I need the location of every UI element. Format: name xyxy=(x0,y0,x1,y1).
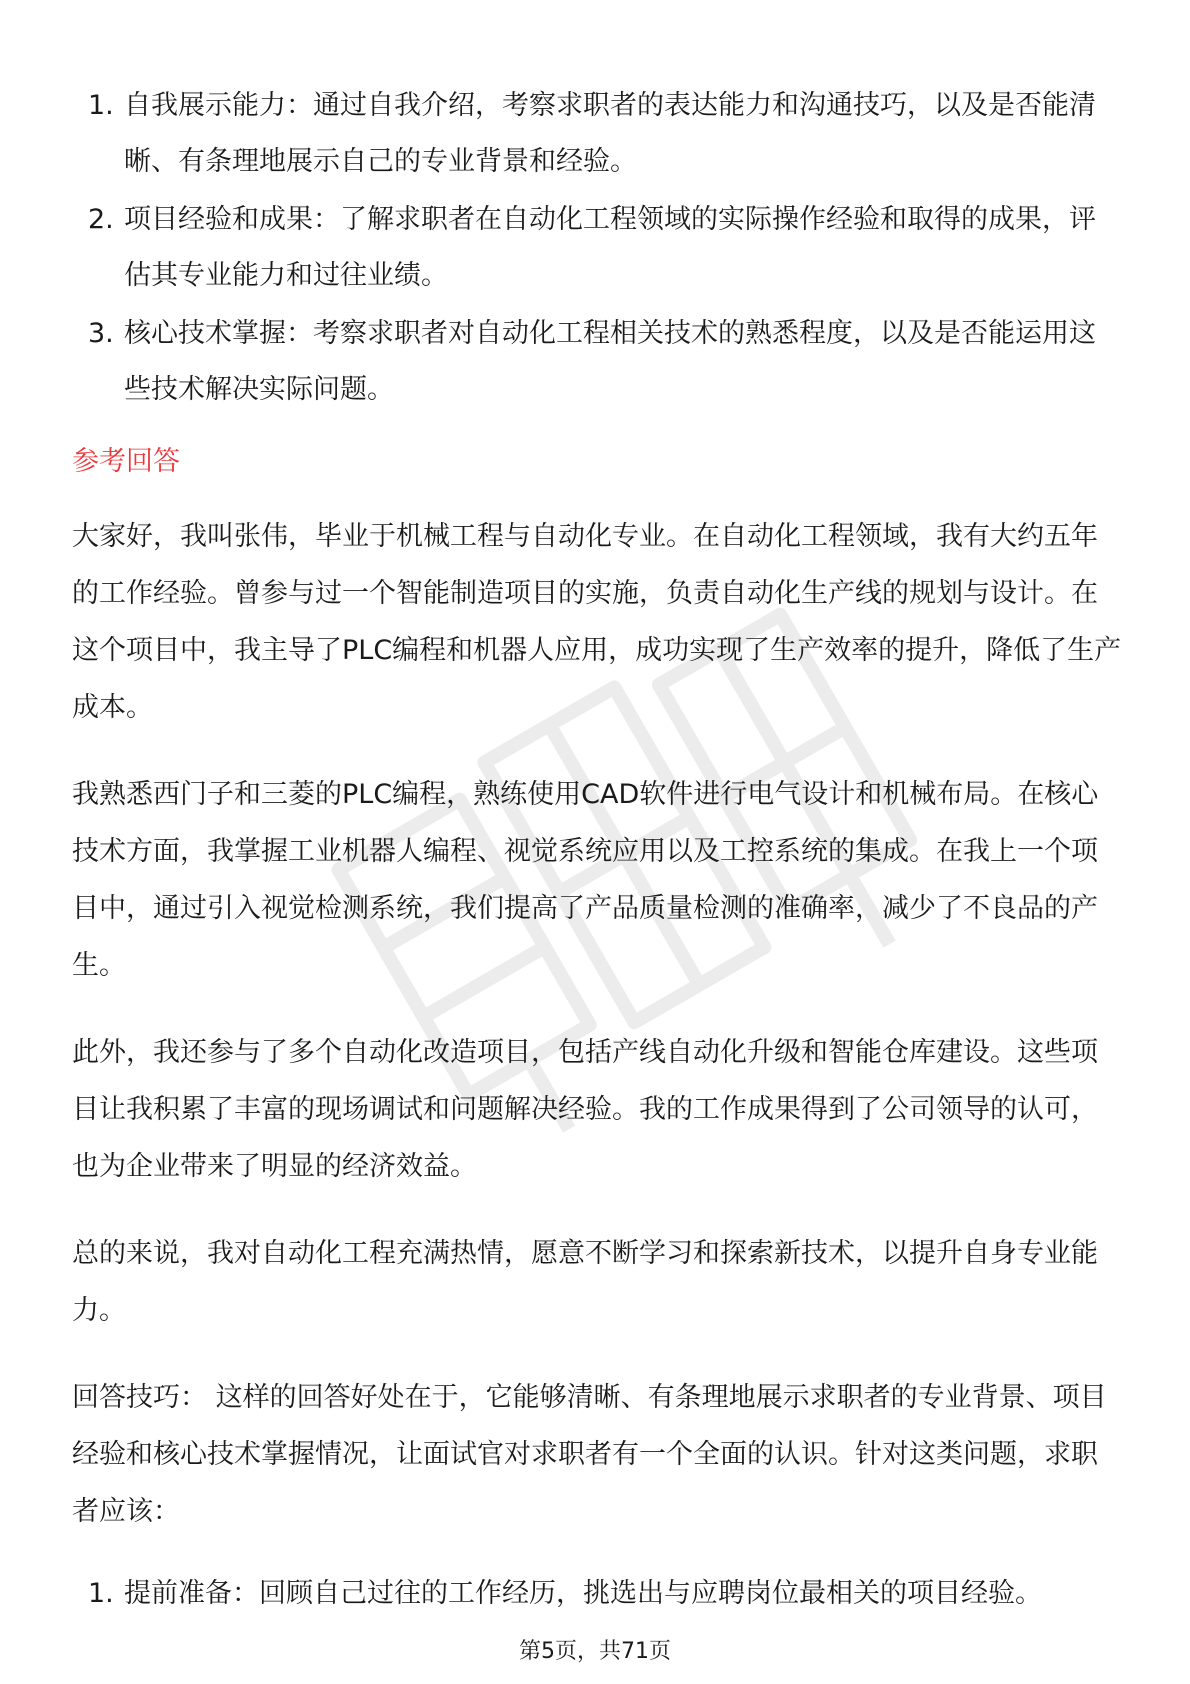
page-content xyxy=(72,78,1122,1624)
answer-paragraph: 大家好，我叫张伟，毕业于机械工程与自动化专业。在自动化工程领域，我有大约五年的工作经验。曾参与过一个智能制造项目的实施，负责自动化生产线的规划与设计。在这个项目中，我主导了PLC编程和机器人应用，成功实现了生产效率的提升，降低了生产成本。 xyxy=(72,521,1122,723)
tips-paragraph: 回答技巧： 这样的回答好处在于，它能够清晰、有条理地展示求职者的专业背景、项目经验和核心技术掌握情况，让面试官对求职者有一个全面的认识。针对这类问题，求职者应该： xyxy=(72,1382,1107,1527)
list-item xyxy=(72,1566,1122,1622)
list-item xyxy=(72,192,1122,304)
tips-list xyxy=(72,1566,1122,1622)
answer-paragraph: 我熟悉西门子和三菱的PLC编程，熟练使用CAD软件进行电气设计和机械布局。在核心技术方面，我掌握工业机器人编程、视觉系统应用以及工控系统的集成。在我上一个项目中，通过引入视觉检测系统，我们提高了产品质量检测的准确率，减少了不良品的产生。 xyxy=(72,779,1099,981)
list-item xyxy=(72,78,1122,190)
list-number: 1. xyxy=(88,90,114,121)
list-number: 3. xyxy=(88,318,114,349)
list-number: 1. xyxy=(88,1578,114,1609)
answer-paragraph: 总的来说，我对自动化工程充满热情，愿意不断学习和探索新技术，以提升自身专业能力。 xyxy=(72,1238,1098,1326)
list-item-text: 提前准备：回顾自己过往的工作经历，挑选出与应聘岗位最相关的项目经验。 xyxy=(124,1578,1042,1609)
section-heading: 参考回答 xyxy=(72,446,180,477)
list-item xyxy=(72,306,1122,418)
list-item-text: 自我展示能力：通过自我介绍，考察求职者的表达能力和沟通技巧，以及是否能清晰、有条理地展示自己的专业背景和经验。 xyxy=(124,90,1096,177)
list-number: 2. xyxy=(88,204,114,235)
answer-paragraph: 此外，我还参与了多个自动化改造项目，包括产线自动化升级和智能仓库建设。这些项目让我积累了丰富的现场调试和问题解决经验。我的工作成果得到了公司领导的认可，也为企业带来了明显的经济效益。 xyxy=(72,1037,1098,1182)
page-footer: 第5页，共71页 xyxy=(519,1639,671,1664)
evaluation-points-list xyxy=(72,78,1122,418)
list-item-text: 项目经验和成果：了解求职者在自动化工程领域的实际操作经验和取得的成果，评估其专业能力和过往业绩。 xyxy=(124,204,1096,291)
list-item-text: 核心技术掌握：考察求职者对自动化工程相关技术的熟悉程度，以及是否能运用这些技术解决实际问题。 xyxy=(124,318,1096,405)
